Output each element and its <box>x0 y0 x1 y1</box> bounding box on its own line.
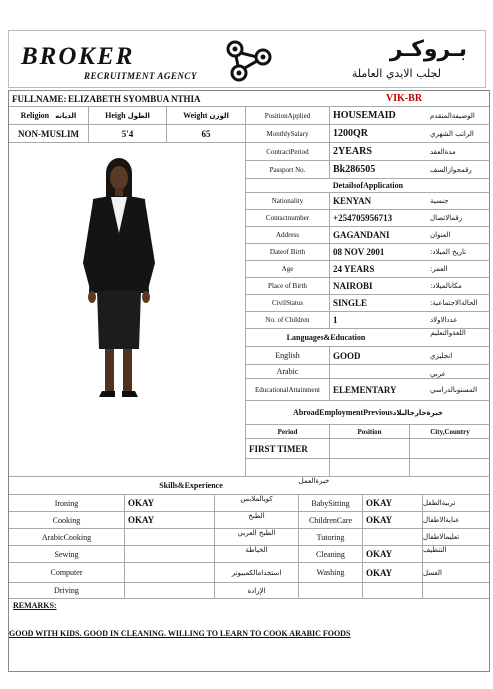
religion-header <box>9 107 89 124</box>
physical-value-row <box>9 125 246 143</box>
job-value: 1200QR <box>333 128 368 139</box>
job-row-position <box>246 107 490 125</box>
skill-label-ar: الطبخ <box>215 512 299 528</box>
weight-header <box>167 107 246 124</box>
abroad-city <box>410 439 490 458</box>
job-label: ContractPeriod <box>246 143 330 160</box>
detail-value: SINGLE <box>333 298 368 308</box>
job-label: MonthlySalary <box>246 125 330 142</box>
detail-label: Contactnumber <box>246 210 330 226</box>
abroad-city <box>410 459 490 476</box>
skills-title-row <box>9 477 489 495</box>
skill-label: Sewing <box>9 546 125 562</box>
language-label-ar: انجليزي <box>430 351 453 360</box>
languages-title: Languages&Education <box>286 333 366 342</box>
skills-title: Skills&Experience <box>159 481 223 490</box>
abroad-row <box>246 459 490 477</box>
abroad-header-period: Period <box>246 425 330 438</box>
skill-label-ar: الخياطة <box>215 546 299 562</box>
detail-label: Dateof Birth <box>246 244 330 260</box>
job-label-ar: مدةالعقد <box>430 147 456 156</box>
detail-row <box>246 295 490 312</box>
skill-label-ar: كويالملابس <box>215 495 299 511</box>
language-row <box>246 365 490 379</box>
abroad-position <box>330 459 410 476</box>
physical-header-row <box>9 107 246 125</box>
weight-label-ar: الوزن <box>209 111 229 120</box>
job-label-ar: الوضيفةالمتقدم <box>430 111 475 120</box>
detail-value: +254705956713 <box>333 213 393 223</box>
languages-title-row <box>246 329 490 347</box>
brand-subtitle-arabic: لجلب الايدي العاملة <box>351 67 441 80</box>
skill-value <box>125 563 215 582</box>
job-row-contract <box>246 143 490 161</box>
language-label-ar: عربي <box>430 370 446 378</box>
detail-value: 08 NOV 2001 <box>333 247 385 257</box>
abroad-position <box>330 439 410 458</box>
skill-label-ar: الطبخ العربي <box>215 529 299 545</box>
skill-label-ar: تعليمالاطفال <box>423 533 460 541</box>
detail-row <box>246 193 490 210</box>
skill-value: OKAY <box>125 512 215 528</box>
religion-value: NON-MUSLIM <box>9 125 89 142</box>
skills-row <box>9 563 489 583</box>
abroad-period: FIRST TIMER <box>246 439 330 458</box>
skill-label: Driving <box>9 583 125 598</box>
height-label: Heigh <box>105 111 126 120</box>
skills-row <box>9 512 489 529</box>
detail-value: NAIROBI <box>333 281 373 291</box>
skill-value <box>125 529 215 545</box>
abroad-title-ar: خبرةخارجالبلاد <box>392 408 443 417</box>
abroad-header-city: City,Country <box>430 427 470 436</box>
skill-label: Washing <box>299 563 363 582</box>
language-row <box>246 347 490 365</box>
height-header <box>89 107 167 124</box>
skill-label: Tutoring <box>299 529 363 545</box>
religion-label-ar: الديانه <box>55 111 77 120</box>
skills-row <box>9 583 489 599</box>
job-label-ar: رقمجوازالسف <box>430 165 472 174</box>
abroad-header-row <box>246 425 490 439</box>
skill-value <box>125 546 215 562</box>
skill-label: ChildrenCare <box>299 512 363 528</box>
weight-value: 65 <box>167 125 246 142</box>
skill-value: OKAY <box>363 563 423 582</box>
details-title-row <box>246 179 490 193</box>
skills-row <box>9 495 489 512</box>
detail-row <box>246 312 490 329</box>
skill-value: OKAY <box>125 495 215 511</box>
skill-value: OKAY <box>363 546 423 562</box>
detail-row <box>246 261 490 278</box>
language-value: GOOD <box>333 350 361 361</box>
brand-name-arabic: بـروكـر <box>389 37 467 62</box>
detail-row <box>246 244 490 261</box>
languages-title-ar: اللغةوالتعليم <box>430 329 466 337</box>
detail-label-ar: جنسية <box>430 197 449 205</box>
detail-row <box>246 210 490 227</box>
job-value: Bk286505 <box>333 164 376 175</box>
brand-name-english: BROKER <box>21 43 135 70</box>
skill-label-ar: استخدامالكمبيوتر <box>215 563 299 582</box>
job-label: Passport No. <box>246 161 330 178</box>
skill-label: Ironing <box>9 495 125 511</box>
detail-label-ar: العنوان <box>430 231 451 239</box>
detail-value: 1 <box>333 315 338 325</box>
brand-subtitle-english: RECRUITMENT AGENCY <box>84 71 197 81</box>
fullname-row <box>9 91 489 107</box>
abroad-header-position: Position <box>330 425 410 438</box>
fullname-value: ELIZABETH SYOMBUA NTHIA <box>68 93 201 104</box>
details-title: DetailsofApplication <box>332 181 404 190</box>
detail-value: GAGANDANI <box>333 230 390 240</box>
language-value <box>330 365 430 378</box>
language-label: English <box>246 347 330 364</box>
skills-title-ar: خبرةالعمل <box>298 477 330 485</box>
job-value: 2YEARS <box>333 146 372 157</box>
detail-label-ar: تاريخ الميلاد: <box>430 248 467 256</box>
agency-logo <box>221 39 277 83</box>
detail-label-ar: مكانالميلاد: <box>430 282 462 290</box>
abroad-period <box>246 459 330 476</box>
abroad-title-en: AbroadEmploymentPrevious <box>293 408 393 417</box>
detail-row <box>246 278 490 295</box>
applicant-photo <box>9 143 246 477</box>
language-label: EducationalAttainment <box>246 379 330 400</box>
detail-label: No. of Children <box>246 312 330 328</box>
skill-label: BabySitting <box>299 495 363 511</box>
skill-value: OKAY <box>363 512 423 528</box>
language-label-ar: المستوىالدراسي <box>430 385 478 394</box>
skill-value: OKAY <box>363 495 423 511</box>
detail-label: Place of Birth <box>246 278 330 294</box>
language-row <box>246 379 490 401</box>
skill-label-ar: عنايةالاطفال <box>423 516 460 524</box>
detail-value: KENYAN <box>333 196 372 206</box>
job-label: PositionApplied <box>246 107 330 124</box>
fullname-label: FULLNAME: <box>12 93 67 104</box>
detail-label: Address <box>246 227 330 243</box>
height-value: 5'4 <box>89 125 167 142</box>
application-form <box>8 90 490 672</box>
detail-value: 24 YEARS <box>333 264 375 274</box>
detail-row <box>246 227 490 244</box>
detail-label: Age <box>246 261 330 277</box>
language-label: Arabic <box>246 365 330 378</box>
weight-label: Weight <box>183 111 208 120</box>
skill-value <box>363 583 423 598</box>
religion-label: Religion <box>20 111 50 120</box>
abroad-title <box>246 401 490 424</box>
skill-label-ar: الغسل <box>423 568 443 577</box>
reference-code: VIK-BR <box>385 93 423 104</box>
skill-value <box>363 529 423 545</box>
skills-row <box>9 529 489 546</box>
skill-label-ar: تربيةالطفل <box>423 499 456 507</box>
skill-label: Cleaning <box>299 546 363 562</box>
job-row-salary <box>246 125 490 143</box>
language-value: ELEMENTARY <box>333 384 397 395</box>
job-value: HOUSEMAID <box>333 110 396 121</box>
skill-label-ar: الإرادة <box>215 583 299 598</box>
job-row-passport <box>246 161 490 179</box>
detail-label-ar: عددالاولاد <box>430 316 458 324</box>
skill-label-ar: التنظيف <box>423 546 447 554</box>
skill-label: ArabicCooking <box>9 529 125 545</box>
abroad-title-row <box>246 401 490 425</box>
skill-label <box>299 583 363 598</box>
skill-value <box>125 583 215 598</box>
job-label-ar: الراتب الشهري <box>430 129 474 138</box>
applicant-photo-figure <box>9 143 246 477</box>
skills-row <box>9 546 489 563</box>
skill-label-ar <box>423 583 489 598</box>
height-label-ar: الطول <box>127 111 150 120</box>
detail-label-ar: رقمالاتصال <box>430 214 463 222</box>
detail-label: CivilStatus <box>246 295 330 311</box>
agency-header <box>8 30 486 88</box>
remarks-text: GOOD WITH KIDS. GOOD IN CLEANING. WILLING TO LEARN TO COOK ARABIC FOODS <box>9 629 351 638</box>
skill-label: Cooking <box>9 512 125 528</box>
detail-label-ar: الحالةالاجتماعية: <box>430 299 478 307</box>
detail-label: Nationality <box>246 193 330 209</box>
skill-label: Computer <box>9 563 125 582</box>
detail-label-ar: العمر: <box>430 265 448 273</box>
abroad-row <box>246 439 490 459</box>
remarks-label: REMARKS: <box>13 601 57 610</box>
